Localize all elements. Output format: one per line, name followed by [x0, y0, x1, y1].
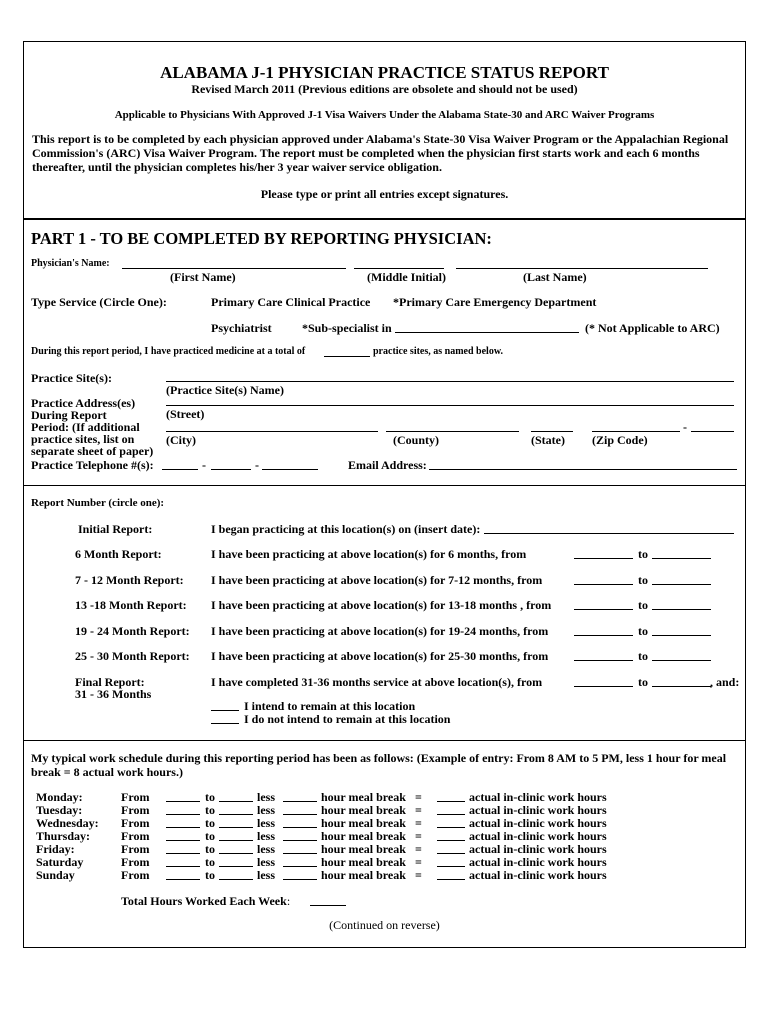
first-name-caption: (First Name) [170, 270, 236, 284]
equals-sign: = [415, 803, 422, 817]
instruction-note: Please type or print all entries except signatures. [260, 187, 509, 201]
zip-caption: (Zip Code) [592, 433, 648, 447]
actual-hours-field[interactable] [437, 855, 465, 867]
from-label: From [121, 855, 150, 869]
report-option-label[interactable]: 7 - 12 Month Report: [75, 573, 184, 587]
from-date-field[interactable] [574, 635, 633, 636]
to-label: to [205, 829, 215, 843]
equals-sign: = [415, 816, 422, 830]
option-psychiatrist[interactable]: Psychiatrist [211, 321, 272, 335]
and-label: , and: [710, 675, 740, 689]
state-caption: (State) [531, 433, 565, 447]
actual-hours-label: actual in-clinic work hours [469, 790, 607, 804]
report-option-label[interactable]: 19 - 24 Month Report: [75, 624, 190, 638]
meal-break-label: hour meal break [321, 855, 406, 869]
final-report-sublabel: 31 - 36 Months [75, 687, 152, 701]
start-time-field[interactable] [166, 829, 200, 841]
from-date-field[interactable] [574, 558, 633, 559]
middle-initial-caption: (Middle Initial) [367, 270, 447, 284]
practice-sites-label: Practice Site(s): [31, 371, 112, 385]
intro-paragraph: This report is to be completed by each physician approved under Alabama's State-30 Visa Waiver Program or the Appalachian Regional Commission's (ARC) Visa Waiver Program. The report must be completed when the physician first starts work and each 6 months thereafter, until the physician completes his/her 3 year waiver service obligation. [32, 132, 729, 174]
initial-date-field[interactable] [484, 533, 734, 534]
revision-note: Revised March 2011 (Previous editions are obsolete and should not be used) [191, 82, 578, 96]
from-label: From [121, 790, 150, 804]
state-field[interactable] [531, 431, 573, 432]
equals-sign: = [415, 790, 422, 804]
practice-site-name-caption: (Practice Site(s) Name) [166, 383, 284, 397]
day-label: Wednesday: [36, 816, 99, 830]
meal-break-field[interactable] [283, 829, 317, 841]
address-label-line: Period: (If additional [31, 420, 140, 434]
zip-field[interactable] [592, 431, 680, 432]
report-option-text: I began practicing at this location(s) on (insert date): [211, 522, 481, 536]
to-label: to [638, 547, 648, 561]
report-option-text: I have been practicing at above location(s) for 7-12 months, from [211, 573, 543, 587]
meal-break-field[interactable] [283, 842, 317, 854]
middle-initial-field[interactable] [354, 268, 444, 269]
email-field[interactable] [429, 469, 737, 470]
end-time-field[interactable] [219, 855, 253, 867]
end-time-field[interactable] [219, 829, 253, 841]
from-date-field[interactable] [574, 660, 633, 661]
report-option-label[interactable]: 25 - 30 Month Report: [75, 649, 190, 663]
phone-prefix-field[interactable] [211, 469, 251, 470]
intend-text: I intend to remain at this location [244, 699, 416, 713]
applicability-note: Applicable to Physicians With Approved J-1 Visa Waivers Under the Alabama State-30 and ARC Waiver Programs [114, 109, 655, 121]
start-time-field[interactable] [166, 868, 200, 880]
divider [23, 740, 746, 741]
actual-hours-field[interactable] [437, 816, 465, 828]
end-time-field[interactable] [219, 816, 253, 828]
option-subspecialist[interactable]: *Sub-specialist in [302, 321, 392, 335]
meal-break-label: hour meal break [321, 829, 406, 843]
option-primary-care[interactable]: Primary Care Clinical Practice [211, 295, 371, 309]
option-emergency-department[interactable]: *Primary Care Emergency Department [393, 295, 597, 309]
to-label: to [638, 649, 648, 663]
from-label: From [121, 829, 150, 843]
address-label-line: separate sheet of paper) [31, 444, 154, 458]
sites-count-field[interactable] [324, 356, 370, 357]
actual-hours-field[interactable] [437, 803, 465, 815]
actual-hours-field[interactable] [437, 842, 465, 854]
zip-extension-field[interactable] [691, 431, 734, 432]
meal-break-label: hour meal break [321, 842, 406, 856]
from-label: From [121, 803, 150, 817]
subspecialty-field[interactable] [395, 332, 579, 333]
meal-break-label: hour meal break [321, 816, 406, 830]
divider [23, 485, 746, 486]
to-label: to [638, 573, 648, 587]
physician-name-label: Physician's Name: [31, 258, 110, 269]
actual-hours-label: actual in-clinic work hours [469, 803, 607, 817]
report-option-text: I have been practicing at above location(s) for 19-24 months, from [211, 624, 549, 638]
to-label: to [205, 855, 215, 869]
report-option-text: I have been practicing at above location(s) for 13-18 months , from [211, 598, 552, 612]
actual-hours-label: actual in-clinic work hours [469, 842, 607, 856]
meal-break-label: hour meal break [321, 790, 406, 804]
city-caption: (City) [166, 433, 196, 447]
phone-line-field[interactable] [262, 469, 318, 470]
from-date-field[interactable] [574, 609, 633, 610]
end-time-field[interactable] [219, 803, 253, 815]
day-label: Saturday [36, 855, 84, 869]
continued-note: (Continued on reverse) [329, 918, 440, 932]
meal-break-field[interactable] [283, 803, 317, 815]
to-label: to [205, 842, 215, 856]
part1-heading: PART 1 - TO BE COMPLETED BY REPORTING PHYSICIAN: [31, 229, 492, 248]
end-time-field[interactable] [219, 790, 253, 802]
actual-hours-label: actual in-clinic work hours [469, 855, 607, 869]
address-label-line: practice sites, list on [31, 432, 135, 446]
meal-break-field[interactable] [283, 855, 317, 867]
equals-sign: = [415, 829, 422, 843]
less-label: less [257, 803, 275, 817]
county-caption: (County) [393, 433, 440, 447]
equals-sign: = [415, 855, 422, 869]
start-time-field[interactable] [166, 803, 200, 815]
zip-dash: - [683, 420, 687, 434]
city-field[interactable] [166, 431, 378, 432]
intend-checkbox-line[interactable] [211, 710, 239, 711]
report-option-label[interactable]: 13 -18 Month Report: [75, 598, 187, 612]
report-option-text: I have been practicing at above location(s) for 6 months, from [211, 547, 527, 561]
telephone-label: Practice Telephone #(s): [31, 458, 154, 472]
actual-hours-field[interactable] [437, 868, 465, 880]
to-label: to [205, 816, 215, 830]
from-date-field[interactable] [574, 686, 633, 687]
phone-area-field[interactable] [162, 469, 198, 470]
actual-hours-label: actual in-clinic work hours [469, 868, 607, 882]
report-option-label[interactable]: 6 Month Report: [75, 547, 162, 561]
equals-sign: = [415, 868, 422, 882]
day-label: Sunday [36, 868, 75, 882]
last-name-caption: (Last Name) [523, 270, 587, 284]
phone-dash: - [255, 458, 259, 472]
to-date-field[interactable] [652, 686, 711, 687]
from-label: From [121, 816, 150, 830]
to-date-field[interactable] [652, 584, 711, 585]
meal-break-field[interactable] [283, 816, 317, 828]
divider [23, 218, 746, 220]
start-time-field[interactable] [166, 816, 200, 828]
meal-break-label: hour meal break [321, 803, 406, 817]
not-intend-text: I do not intend to remain at this location [244, 712, 451, 726]
first-name-field[interactable] [122, 268, 346, 269]
street-field[interactable] [166, 405, 734, 406]
day-label: Monday: [36, 790, 83, 804]
total-hours-label: Total Hours Worked Each Week: [121, 894, 291, 908]
actual-hours-label: actual in-clinic work hours [469, 829, 607, 843]
email-label: Email Address: [348, 458, 427, 472]
report-number-label: Report Number (circle one): [31, 497, 165, 509]
from-label: From [121, 842, 150, 856]
address-label-line: During Report [31, 408, 107, 422]
to-date-field[interactable] [652, 635, 711, 636]
less-label: less [257, 868, 275, 882]
actual-hours-label: actual in-clinic work hours [469, 816, 607, 830]
to-label: to [205, 790, 215, 804]
report-option-label[interactable]: Final Report: [75, 675, 145, 689]
to-label: to [638, 598, 648, 612]
from-label: From [121, 868, 150, 882]
day-label: Tuesday: [36, 803, 83, 817]
report-option-label[interactable]: Initial Report: [78, 522, 153, 536]
type-service-label: Type Service (Circle One): [31, 295, 167, 309]
to-label: to [205, 868, 215, 882]
not-intend-checkbox-line[interactable] [211, 723, 239, 724]
to-date-field[interactable] [652, 660, 711, 661]
meal-break-field[interactable] [283, 868, 317, 880]
last-name-field[interactable] [456, 268, 708, 269]
less-label: less [257, 855, 275, 869]
less-label: less [257, 829, 275, 843]
form-title: ALABAMA J-1 PHYSICIAN PRACTICE STATUS REPORT [160, 63, 609, 82]
street-caption: (Street) [166, 407, 205, 421]
end-time-field[interactable] [219, 868, 253, 880]
less-label: less [257, 816, 275, 830]
practice-site-name-field[interactable] [166, 381, 734, 382]
start-time-field[interactable] [166, 790, 200, 802]
to-date-field[interactable] [652, 558, 711, 559]
address-label-line: Practice Address(es) [31, 396, 136, 410]
to-label: to [638, 624, 648, 638]
from-date-field[interactable] [574, 584, 633, 585]
start-time-field[interactable] [166, 855, 200, 867]
end-time-field[interactable] [219, 842, 253, 854]
actual-hours-field[interactable] [437, 790, 465, 802]
meal-break-label: hour meal break [321, 868, 406, 882]
meal-break-field[interactable] [283, 790, 317, 802]
equals-sign: = [415, 842, 422, 856]
schedule-intro: My typical work schedule during this reporting period has been as follows: (Example of entry: From 8 AM to 5 PM, less 1 hour for meal break = 8 actual work hours.) [31, 751, 727, 779]
phone-dash: - [202, 458, 206, 472]
day-label: Thursday: [36, 829, 91, 843]
sites-statement-a: During this report period, I have practiced medicine at a total of [31, 346, 306, 357]
day-label: Friday: [36, 842, 75, 856]
sites-statement-b: practice sites, as named below. [373, 346, 503, 357]
to-date-field[interactable] [652, 609, 711, 610]
report-option-text: I have completed 31-36 months service at above location(s), from [211, 675, 543, 689]
report-option-text: I have been practicing at above location(s) for 25-30 months, from [211, 649, 549, 663]
less-label: less [257, 790, 275, 804]
start-time-field[interactable] [166, 842, 200, 854]
to-label: to [205, 803, 215, 817]
to-label: to [638, 675, 648, 689]
less-label: less [257, 842, 275, 856]
total-hours-field[interactable] [310, 905, 346, 906]
arc-note: (* Not Applicable to ARC) [585, 321, 720, 335]
county-field[interactable] [386, 431, 519, 432]
actual-hours-field[interactable] [437, 829, 465, 841]
